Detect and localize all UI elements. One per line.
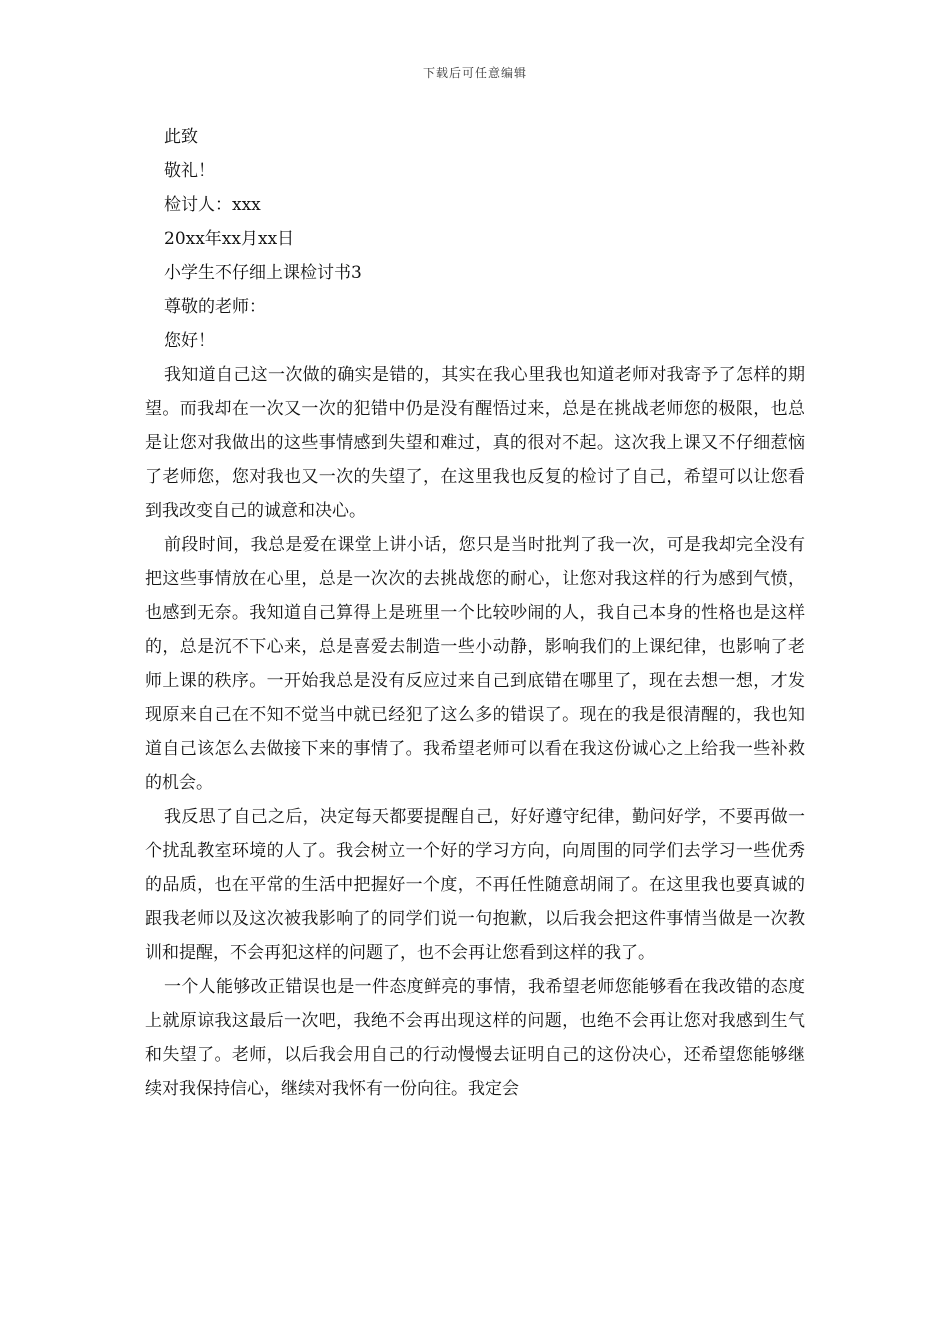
salute-line: 敬礼！	[164, 161, 215, 181]
date-line: 20xx年xx月xx日	[164, 229, 295, 249]
document-body	[145, 120, 805, 1106]
page-header-note: 下载后可任意编辑	[422, 66, 527, 80]
document-title: 小学生不仔细上课检讨书3	[164, 263, 362, 283]
greeting-line: 您好！	[164, 331, 215, 351]
paragraph-4: 一个人能够改正错误也是一件态度鲜亮的事情，我希望老师您能够看在我改错的态度上就原谅我这最后一次吧，我绝不会再出现这样的问题，也绝不会再让您对我感到生气和失望了。老师，以后我会用自己的行动慢慢去证明自己的这份决心，还希望您能够继续对我保持信心，继续对我怀有一份向往。我定会	[145, 977, 805, 1099]
paragraph-2: 前段时间，我总是爱在课堂上讲小话，您只是当时批判了我一次，可是我却完全没有把这些事情放在心里，总是一次次的去挑战您的耐心，让您对我这样的行为感到气愤，也感到无奈。我知道自己算得上是班里一个比较吵闹的人，我自己本身的性格也是这样的，总是沉不下心来，总是喜爱去制造一些小动静，影响我们的上课纪律，也影响了老师上课的秩序。一开始我总是没有反应过来自己到底错在哪里了，现在去想一想，才发现原来自己在不知不觉当中就已经犯了这么多的错误了。现在的我是很清醒的，我也知道自己该怎么去做接下来的事情了。我希望老师可以看在我这份诚心之上给我一些补救的机会。	[145, 535, 805, 793]
greeting-recipient: 尊敬的老师：	[164, 297, 266, 317]
paragraph-1: 我知道自己这一次做的确实是错的，其实在我心里我也知道老师对我寄予了怎样的期望。而我却在一次又一次的犯错中仍是没有醒悟过来，总是在挑战老师您的极限，也总是让您对我做出的这些事情感到失望和难过，真的很对不起。这次我上课又不仔细惹恼了老师您，您对我也又一次的失望了，在这里我也反复的检讨了自己，希望可以让您看到我改变自己的诚意和决心。	[145, 365, 805, 521]
paragraph-3: 我反思了自己之后，决定每天都要提醒自己，好好遵守纪律，勤问好学，不要再做一个扰乱教室环境的人了。我会树立一个好的学习方向，向周围的同学们去学习一些优秀的品质，也在平常的生活中把握好一个度，不再任性随意胡闹了。在这里我也要真诚的跟我老师以及这次被我影响了的同学们说一句抱歉，以后我会把这件事情当做是一次教训和提醒，不会再犯这样的问题了，也不会再让您看到这样的我了。	[145, 807, 805, 963]
closing-line: 此致	[164, 127, 198, 147]
signer-line: 检讨人：xxx	[164, 195, 261, 215]
